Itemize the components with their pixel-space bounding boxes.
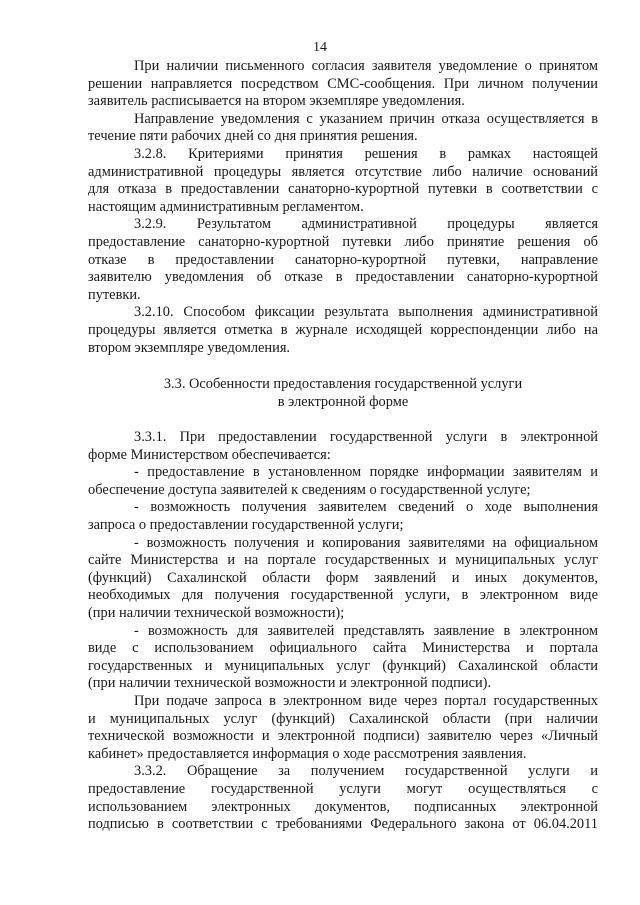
text-line: При наличии письменного согласия заявителя уведомление о принятом [134, 58, 598, 74]
section-heading-line-1: 3.3. Особенности предоставления государственной услуги [163, 376, 523, 393]
paragraph [88, 623, 598, 693]
text-line: 3.3.1. При предоставлении государственной услуги в электронной [134, 429, 598, 446]
paragraph [88, 58, 598, 111]
text-line: виде с использованием официального сайта Министерства и портала [88, 640, 598, 657]
text-line: - предоставление в установленном порядке информации заявителям и [134, 464, 598, 481]
text-line: заявителю уведомления об отказе в предоставлении санаторно-курортной [88, 269, 598, 286]
paragraph [88, 111, 598, 146]
text-line: - возможность получения и копирования заявителями на официальном [134, 534, 598, 551]
section-heading-line-2: в электронной форме [277, 394, 409, 411]
paragraph [88, 499, 598, 534]
text-line: 3.2.8. Критериями принятия решения в рамках настоящей [134, 145, 598, 162]
text-line: отказе в предоставлении санаторно-курортной путевки, направление [88, 251, 598, 268]
paragraphs-after-heading [88, 429, 598, 834]
text-line: обеспечение доступа заявителей к сведениям о государственной услуге; [88, 481, 531, 498]
text-line: втором экземпляре уведомления. [88, 339, 291, 356]
text-line: предоставление государственной услуги могут осуществляться с [88, 780, 598, 797]
text-line: административной процедуры является отсутствие либо наличие оснований [88, 163, 598, 180]
text-line: заявитель расписывается на втором экземпляре уведомления. [88, 93, 465, 110]
paragraph [88, 216, 598, 304]
paragraph [88, 763, 598, 833]
text-line: процедуры является отметка в журнале исходящей корреспонденции либо на [88, 321, 598, 338]
text-line: сайте Министерства и на портале государственных и муниципальных услуг [88, 552, 598, 569]
text-line: предоставление санаторно-курортной путевки либо принятие решения об [88, 233, 598, 250]
text-line: запроса о предоставлении государственной услуги; [88, 517, 404, 534]
text-line: 3.2.9. Результатом административной процедуры является [134, 216, 598, 233]
text-line: - возможность получения заявителем сведений о ходе выполнения [134, 499, 598, 516]
text-line: При подаче запроса в электронном виде через портал государственных [134, 693, 598, 709]
text-line: подписью в соответствии с требованиями Федерального закона от 06.04.2011 [88, 816, 598, 833]
text-line: технической возможности и электронной подписи) заявителю через «Личный [88, 728, 598, 745]
text-line: кабинет» предоставляется информация о ходе рассмотрения заявления. [88, 745, 527, 762]
text-line: путевки. [88, 286, 141, 303]
text-line: использованием электронных документов, подписанных электронной [88, 798, 598, 815]
text-line: необходимых для получения государственной услуги, в электронном виде [88, 587, 598, 604]
paragraph [88, 693, 598, 763]
text-line: (при наличии технической возможности и электронной подписи). [88, 675, 492, 692]
text-line: форме Министерством обеспечивается: [88, 446, 331, 463]
text-line: течение пяти рабочих дней со дня принятия решения. [88, 128, 418, 145]
paragraph [88, 464, 598, 499]
text-line: и муниципальных услуг (функций) Сахалинской области (при наличии [88, 710, 598, 727]
page-number: 14 [313, 40, 327, 55]
text-line: Направление уведомления с указанием причин отказа осуществляется в [134, 110, 598, 127]
text-line: 3.2.10. Способом фиксации результата выполнения административной [134, 304, 598, 321]
text-line: (функций) Сахалинской области форм заявлений и иных документов, [88, 569, 598, 586]
paragraph [88, 535, 598, 623]
paragraph [88, 304, 598, 357]
section-heading [88, 375, 598, 411]
text-line: решении направляется посредством СМС-сообщения. При личном получении [88, 75, 598, 92]
text-line: 3.3.2. Обращение за получением государственной услуги и [134, 763, 598, 780]
spacer [88, 357, 598, 375]
text-line: - возможность для заявителей представлять заявление в электронном [134, 622, 598, 639]
paragraph [88, 429, 598, 464]
paragraphs-before-heading [88, 58, 598, 357]
spacer [88, 411, 598, 429]
text-line: настоящим административным регламентом. [88, 198, 364, 215]
paragraph [88, 146, 598, 216]
text-line: государственных и муниципальных услуг (функций) Сахалинской области [88, 657, 598, 674]
text-line: (при наличии технической возможности); [88, 605, 345, 622]
text-line: для отказа в предоставлении санаторно-курортной путевки в соответствии с [88, 181, 598, 198]
document-body [88, 58, 598, 834]
